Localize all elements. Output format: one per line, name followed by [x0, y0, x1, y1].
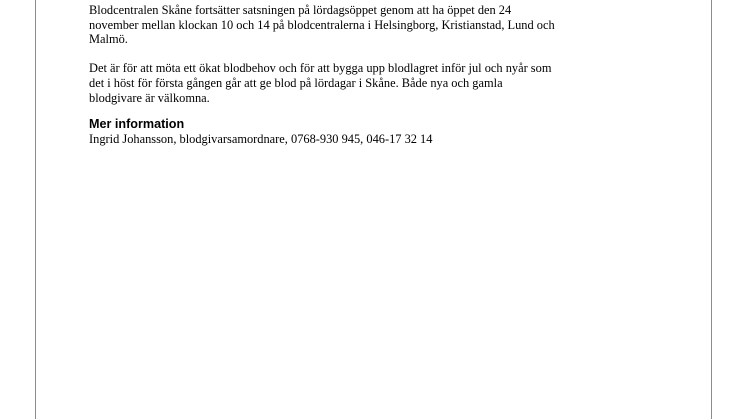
text-line: blodgivare är välkomna. [89, 90, 210, 105]
text-line: det i höst för första gången går att ge blod på lördagar i Skåne. Både nya och gamla [89, 75, 503, 90]
paragraph-blood-demand [89, 61, 679, 105]
text-line: Malmö. [89, 32, 128, 47]
paragraph-saturday-opening [89, 3, 679, 47]
contact-line: Ingrid Johansson, blodgivarsamordnare, 0768-930 945, 046-17 32 14 [89, 132, 433, 147]
more-info-heading: Mer information [89, 117, 185, 132]
text-line: Det är för att möta ett ökat blodbehov och för att bygga upp blodlagret inför jul och nyår som [89, 61, 552, 76]
page-border-left [35, 0, 36, 419]
article-body [89, 3, 679, 147]
page-border-right [711, 0, 712, 419]
text-line: Blodcentralen Skåne fortsätter satsningen på lördagsöppet genom att ha öppet den 24 [89, 3, 512, 17]
text-line: november mellan klockan 10 och 14 på blodcentralerna i Helsingborg, Kristianstad, Lund och [89, 17, 555, 32]
contact-info [89, 132, 679, 147]
